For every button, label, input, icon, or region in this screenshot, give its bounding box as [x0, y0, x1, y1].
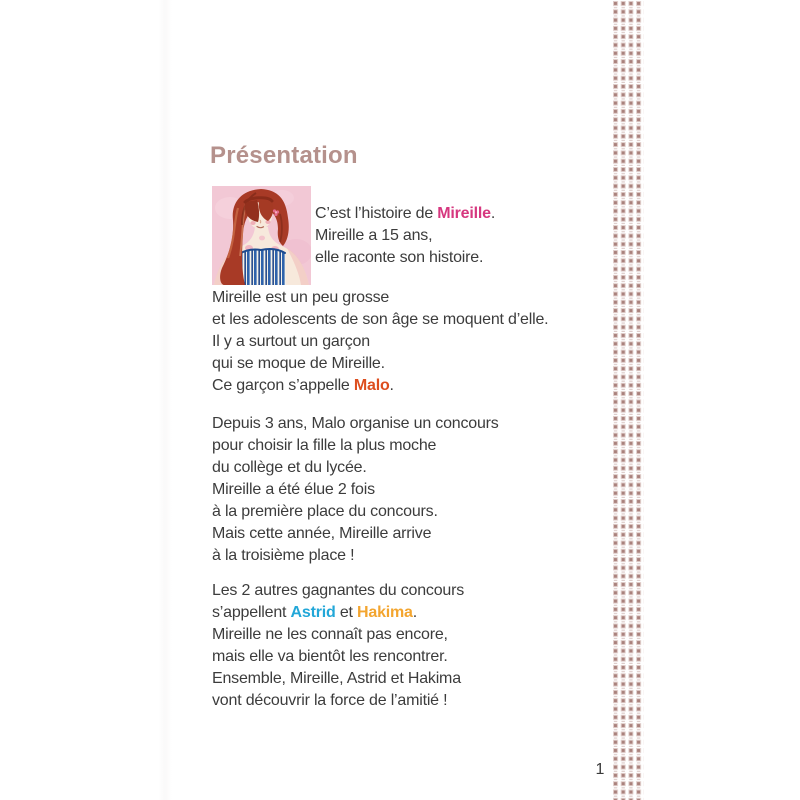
character-name-malo: Malo — [353, 377, 390, 394]
text-line — [212, 545, 499, 567]
text-line — [212, 479, 499, 501]
text-line — [315, 225, 495, 247]
text-segment: mais elle va bientôt les rencontrer. — [212, 648, 448, 665]
text-line — [315, 203, 495, 225]
text-segment: elle raconte son histoire. — [315, 249, 484, 266]
text-segment: Les 2 autres gagnantes du concours — [212, 582, 465, 599]
text-segment: . — [389, 377, 394, 394]
text-line — [315, 247, 495, 269]
text-segment: et les adolescents de son âge se moquent d’elle. — [212, 311, 549, 328]
text-segment: Mireille a été élue 2 fois — [212, 481, 375, 498]
text-segment: Mireille a 15 ans, — [315, 227, 433, 244]
text-line — [212, 331, 548, 353]
text-segment: à la première place du concours. — [212, 503, 438, 520]
text-segment: vont découvrir la force de l’amitié ! — [212, 692, 448, 709]
text-line — [212, 690, 464, 712]
page-number: 1 — [595, 761, 605, 778]
paragraph-friends — [212, 580, 464, 712]
text-line — [212, 457, 499, 479]
page-crease — [158, 0, 172, 800]
text-line — [212, 646, 464, 668]
paragraph-intro — [315, 203, 495, 269]
text-segment: . — [412, 604, 417, 621]
text-segment: C’est l’histoire de — [315, 205, 438, 222]
text-line — [212, 353, 548, 375]
text-segment: à la troisième place ! — [212, 547, 355, 564]
text-line — [212, 287, 548, 309]
decorative-dots-border — [613, 0, 644, 800]
text-line — [212, 435, 499, 457]
text-line — [212, 413, 499, 435]
text-segment: et — [335, 604, 358, 621]
dots-pattern — [613, 0, 644, 800]
text-segment: du collège et du lycée. — [212, 459, 367, 476]
text-line — [212, 309, 548, 331]
text-line — [212, 668, 464, 690]
text-segment: pour choisir la fille la plus moche — [212, 437, 437, 454]
text-line — [212, 523, 499, 545]
text-segment: Il y a surtout un garçon — [212, 333, 370, 350]
text-segment: . — [490, 205, 496, 222]
text-segment: Ce garçon s’appelle — [212, 377, 354, 394]
text-segment: Ensemble, Mireille, Astrid et Hakima — [212, 670, 461, 687]
mireille-illustration — [212, 186, 311, 285]
text-line — [212, 580, 464, 602]
text-segment: Mireille ne les connaît pas encore, — [212, 626, 448, 643]
text-segment: Mireille est un peu grosse — [212, 289, 390, 306]
page-title: Présentation — [210, 142, 358, 169]
text-segment: s’appellent — [212, 604, 291, 621]
character-name-hakima: Hakima — [357, 604, 413, 621]
paragraph-about-mireille — [212, 287, 548, 397]
text-segment: Mais cette année, Mireille arrive — [212, 525, 432, 542]
text-line — [212, 624, 464, 646]
text-line — [212, 501, 499, 523]
paragraph-contest — [212, 413, 499, 567]
character-name-astrid: Astrid — [290, 604, 336, 621]
text-line — [212, 375, 548, 397]
text-segment: qui se moque de Mireille. — [212, 355, 385, 372]
text-line — [212, 602, 464, 624]
text-segment: Depuis 3 ans, Malo organise un concours — [212, 415, 499, 432]
character-name-mireille: Mireille — [437, 205, 491, 222]
girl-illustration — [212, 186, 311, 285]
